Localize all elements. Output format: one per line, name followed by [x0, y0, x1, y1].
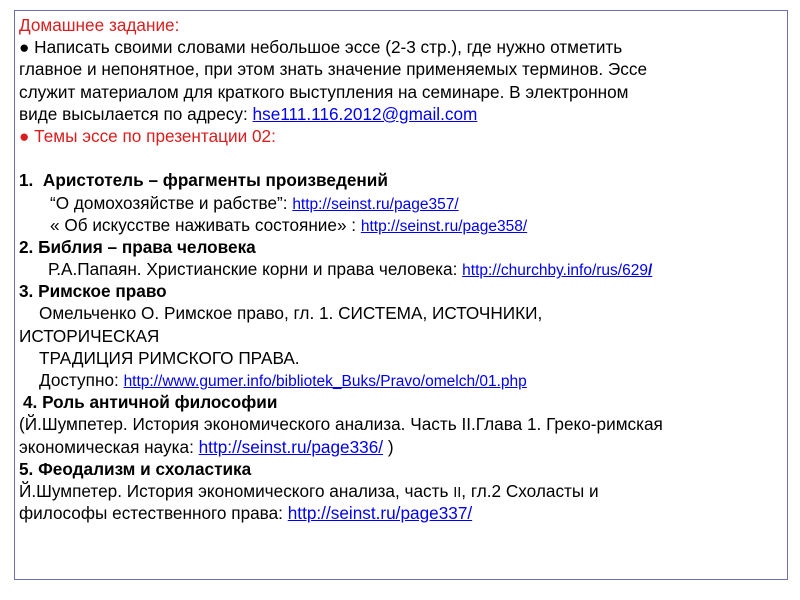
- topics-heading-text: Темы эссе по презентации 02:: [34, 125, 276, 146]
- item-4-line-1: (Й.Шумпетер. История экономического анализа. Часть II.Глава 1. Греко-римская: [19, 414, 663, 435]
- closing-paren: ): [383, 436, 394, 457]
- item-3-availability: [19, 369, 787, 391]
- item-2-source-1: [19, 258, 787, 280]
- source-link-page336[interactable]: http://seinst.ru/page336/: [198, 436, 384, 457]
- task-text-1: Написать своими словами небольшое эссе (2-3 стр.), где нужно отметить: [34, 37, 623, 58]
- source-link-page337[interactable]: http://seinst.ru/page337/: [287, 503, 473, 524]
- item-4-line-2: [19, 436, 787, 458]
- topics-heading: [19, 125, 787, 147]
- task-line-3: служит материалом для краткого выступления на семинаре. В электронном: [19, 81, 629, 102]
- spacer: [19, 147, 787, 169]
- bullet-icon: ●: [19, 37, 30, 58]
- item-1-title-text: Аристотель – фрагменты произведений: [42, 170, 388, 191]
- task-line-2: главное и непонятное, при этом знать значение применяемых терминов. Эссе: [19, 59, 648, 80]
- item-5-line-2: [19, 502, 787, 524]
- item-3-line-2: ИСТОРИЧЕСКАЯ: [19, 325, 160, 346]
- source-text: Й.Шумпетер. История экономического анализа, часть: [19, 480, 454, 501]
- homework-document: [19, 14, 787, 524]
- source-link-churchby-slash[interactable]: /: [647, 262, 653, 280]
- source-text: экономическая наука:: [19, 436, 199, 457]
- task-line-1: [19, 36, 787, 58]
- source-link-page357[interactable]: http://seinst.ru/page357/: [292, 195, 459, 213]
- bullet-icon: ●: [19, 125, 30, 146]
- source-text: “О домохозяйстве и рабстве”:: [50, 192, 293, 213]
- source-text: Доступно:: [39, 370, 124, 390]
- source-text: Р.А.Папаян. Христианские корни и права человека:: [48, 259, 463, 280]
- source-link-churchby[interactable]: http://churchby.info/rus/629: [462, 262, 648, 280]
- source-text: философы естественного права:: [19, 503, 288, 524]
- item-3-line-3: ТРАДИЦИЯ РИМСКОГО ПРАВА.: [39, 347, 300, 368]
- homework-title: Домашнее задание:: [19, 15, 180, 35]
- source-text: « Об искусстве наживать состояние» :: [50, 214, 361, 235]
- item-3-line-1: Омельченко О. Римское право, гл. 1. СИСТЕМА, ИСТОЧНИКИ,: [39, 303, 543, 324]
- email-link[interactable]: hse111.116.2012@gmail.com: [252, 103, 478, 124]
- task-text-4: виде высылается по адресу:: [19, 103, 253, 124]
- source-text: , гл.2 Схоласты и: [461, 480, 599, 501]
- item-3-title: 3. Римское право: [19, 281, 167, 302]
- item-5-line-1: [19, 480, 787, 502]
- item-4-title: 4. Роль античной философии: [23, 392, 278, 413]
- task-line-4: [19, 103, 787, 125]
- source-link-gumer[interactable]: http://www.gumer.info/bibliotek_Buks/Pravo/omelch/01.php: [123, 373, 527, 390]
- item-2-title: 2. Библия – права человека: [19, 236, 256, 257]
- item-1-source-2: [19, 214, 787, 236]
- item-5-title: 5. Феодализм и схоластика: [19, 458, 252, 479]
- source-link-page358[interactable]: http://seinst.ru/page358/: [360, 217, 528, 235]
- item-1-source-1: [19, 192, 787, 214]
- item-1-number: 1.: [19, 170, 34, 191]
- item-1-title: [19, 169, 787, 191]
- roman-numeral: II: [453, 484, 462, 501]
